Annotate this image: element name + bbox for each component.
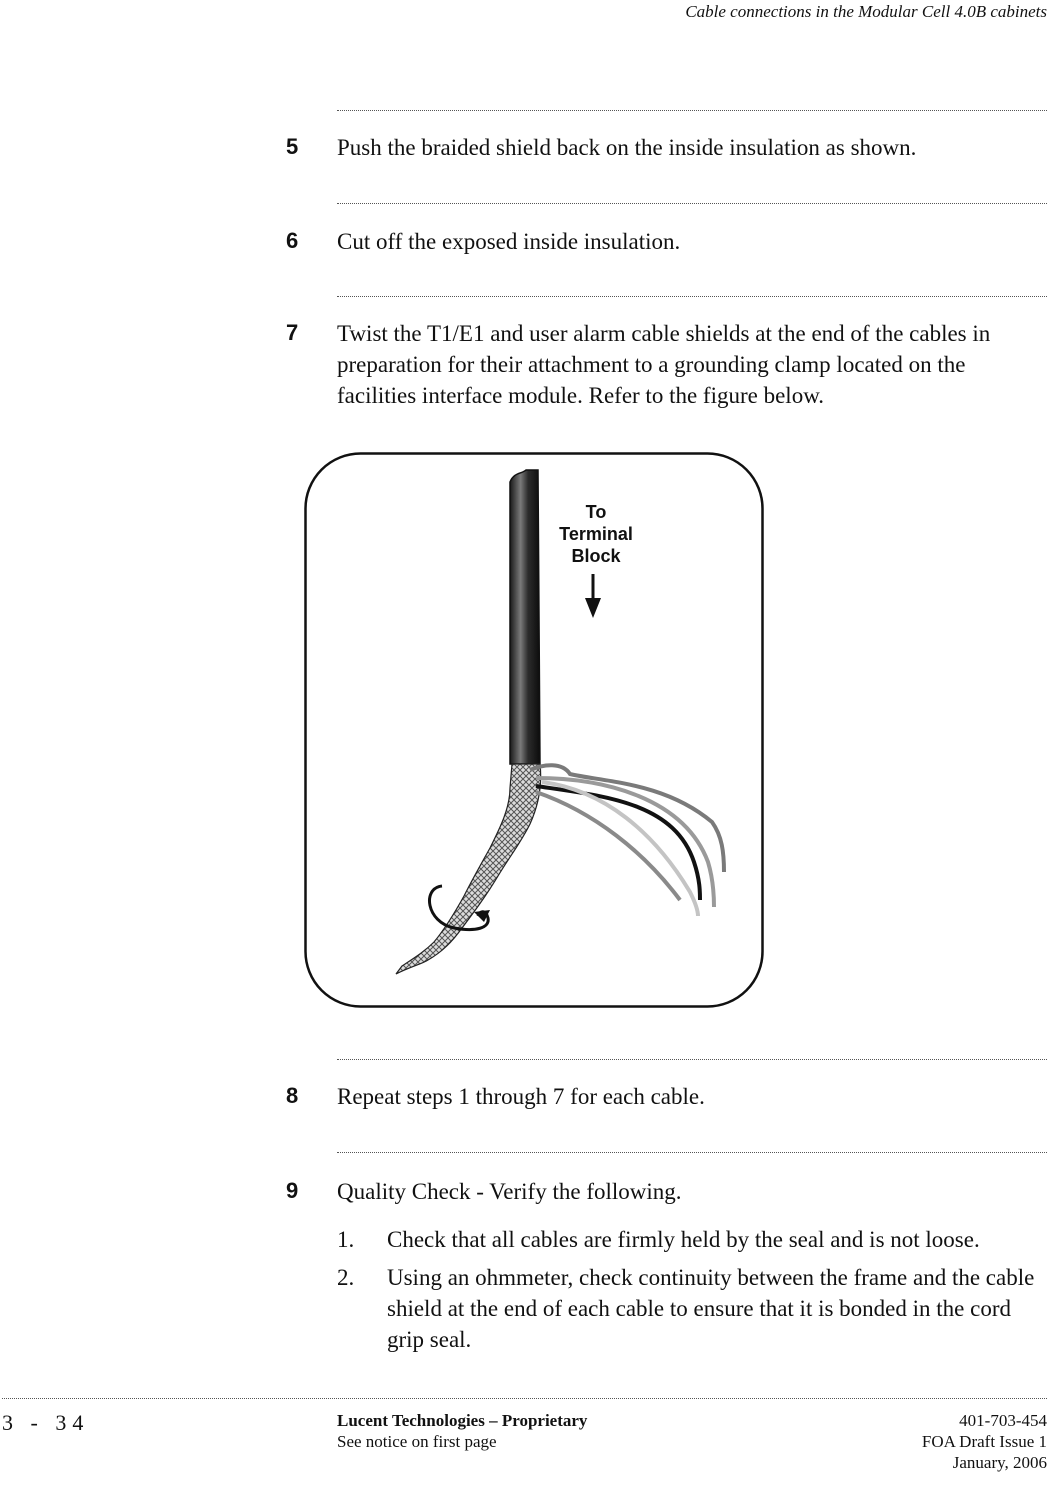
footer-doc-info [922,1410,1047,1473]
checklist-text: Using an ohmmeter, check continuity between the frame and the cable shield at the end of each cable to ensure that it is bonded in the cord grip seal. [387,1265,1035,1352]
step-text: Twist the T1/E1 and user alarm cable shields at the end of the cables in preparation for their attachment to a grounding clamp located on the facilities interface module. Refer to the figure below. [337,321,991,408]
step-text: Repeat steps 1 through 7 for each cable. [337,1084,705,1109]
cable-jacket [510,470,540,764]
figure-label-line-3: Block [571,546,621,566]
step-text: Cut off the exposed inside insulation. [337,229,681,254]
step-number: 6 [286,228,299,253]
step-separator [337,1059,1047,1060]
step-separator [337,203,1047,204]
step-separator [337,110,1047,111]
step-separator [337,1152,1047,1153]
checklist-text: Check that all cables are firmly held by the seal and is not loose. [387,1227,980,1252]
step-number: 7 [286,320,299,345]
step-separator [337,296,1047,297]
step-text: Push the braided shield back on the inside insulation as shown. [337,135,917,160]
running-header: Cable connections in the Modular Cell 4.0B cabinets [685,2,1047,21]
footer-separator [2,1398,1047,1399]
step-text: Quality Check - Verify the following. [337,1179,682,1204]
footer-company: Lucent Technologies – Proprietary [337,1411,588,1430]
footer-issue: FOA Draft Issue 1 [921,1432,1047,1451]
step-number: 9 [286,1178,299,1203]
checklist-number: 2. [337,1265,355,1290]
footer-notice: See notice on first page [337,1432,497,1451]
figure-label-line-2: Terminal [559,524,633,544]
figure-label-line-1: To [585,502,607,522]
footer-doc-number: 401-703-454 [959,1411,1047,1430]
step-number: 5 [286,134,299,159]
page-number: 3 - 34 [2,1410,90,1435]
footer-date: January, 2006 [952,1453,1047,1472]
cable-shield-twist-figure [304,452,764,1008]
checklist-number: 1. [337,1227,355,1252]
footer-proprietary [337,1410,587,1452]
step-number: 8 [286,1083,299,1108]
